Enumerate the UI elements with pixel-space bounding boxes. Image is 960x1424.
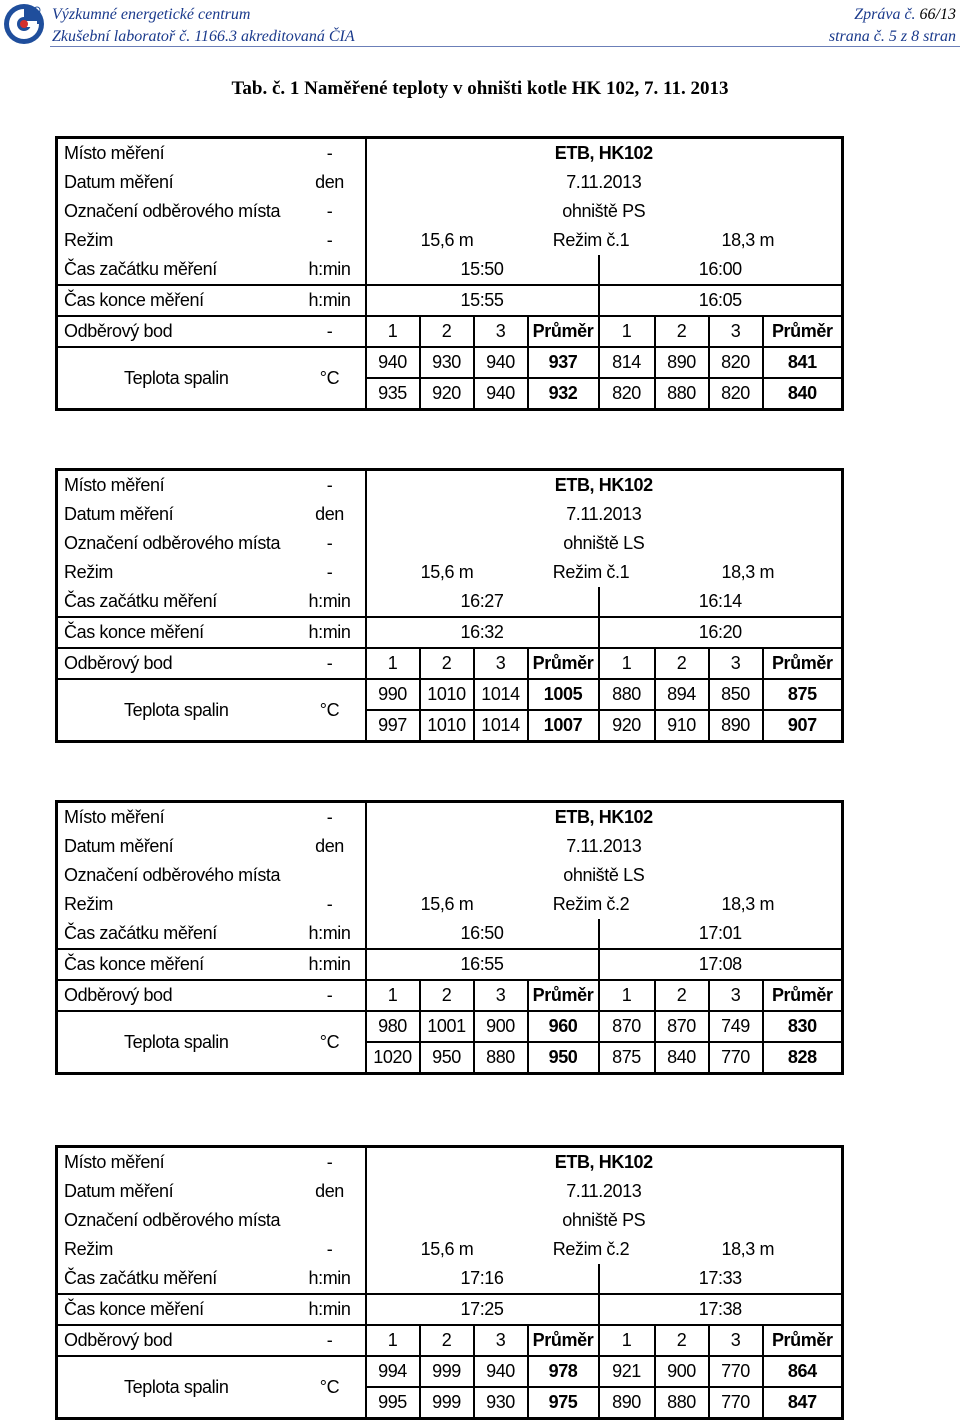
konec-a: 16:55 — [366, 949, 599, 980]
misto-unit: - — [326, 1152, 333, 1172]
datum-label: Datum měření — [64, 504, 174, 524]
temperature-cell: 770 — [709, 1042, 763, 1074]
row-teplota-1 — [57, 1011, 843, 1042]
rezim-name: Režim č.2 — [552, 1239, 630, 1259]
temperature-cell: 1014 — [474, 679, 528, 710]
bod-col: 1 — [599, 316, 655, 347]
oznaceni-label: Označení odběrového místa — [64, 201, 281, 221]
zacatek-label: Čas začátku měření — [64, 923, 217, 943]
misto-label: Místo měření — [64, 807, 165, 827]
row-bod — [57, 316, 843, 347]
rezim-name: Režim č.1 — [552, 562, 630, 582]
bod-col: Průměr — [528, 316, 599, 347]
bod-col: Průměr — [763, 316, 843, 347]
datum-value: 7.11.2013 — [366, 1177, 843, 1206]
temperature-cell: 840 — [763, 378, 843, 410]
bod-col: 2 — [655, 648, 709, 679]
bod-unit: - — [295, 648, 366, 679]
misto-unit: - — [326, 143, 333, 163]
row-teplota-1 — [57, 679, 843, 710]
temperature-cell: 930 — [420, 347, 474, 378]
rezim-label: Režim — [64, 894, 114, 914]
row-zacatek — [57, 919, 843, 949]
teplota-unit: °C — [295, 347, 366, 410]
konec-a: 17:25 — [366, 1294, 599, 1325]
rezim-unit: - — [326, 1239, 333, 1259]
bod-unit: - — [295, 1325, 366, 1356]
konec-b: 17:38 — [599, 1294, 843, 1325]
measurement-block — [55, 1145, 841, 1420]
datum-unit: den — [315, 836, 344, 856]
page-header — [0, 0, 960, 50]
row-datum — [57, 168, 843, 197]
temperature-cell: 875 — [599, 1042, 655, 1074]
row-zacatek — [57, 255, 843, 285]
temperature-cell: 770 — [709, 1356, 763, 1387]
teplota-unit: °C — [295, 679, 366, 742]
vec-logo-icon — [3, 3, 45, 45]
teplota-label: Teplota spalin — [57, 1356, 295, 1419]
zacatek-b: 17:01 — [599, 919, 843, 949]
row-konec — [57, 285, 843, 316]
oznaceni-value: ohniště PS — [366, 1206, 843, 1235]
temperature-cell: 907 — [763, 710, 843, 742]
temperature-cell: 940 — [366, 347, 420, 378]
bod-col: 1 — [599, 1325, 655, 1356]
oznaceni-label: Označení odběrového místa — [64, 865, 281, 885]
bod-col: 1 — [366, 1325, 420, 1356]
temperature-cell: 990 — [366, 679, 420, 710]
bod-col: 3 — [709, 1325, 763, 1356]
bod-col: 2 — [420, 316, 474, 347]
oznaceni-label: Označení odběrového místa — [64, 533, 281, 553]
row-konec — [57, 617, 843, 648]
temperature-cell: 830 — [763, 1011, 843, 1042]
zacatek-label: Čas začátku měření — [64, 1268, 217, 1288]
zacatek-label: Čas začátku měření — [64, 259, 217, 279]
bod-col: Průměr — [528, 980, 599, 1011]
temperature-cell: 1014 — [474, 710, 528, 742]
bod-col: 2 — [420, 1325, 474, 1356]
oznaceni-unit: - — [326, 533, 333, 553]
temperature-cell: 864 — [763, 1356, 843, 1387]
row-rezim — [57, 890, 843, 919]
rezim-depth-b: 18,3 m — [721, 1239, 775, 1259]
temperature-cell: 900 — [655, 1356, 709, 1387]
row-bod — [57, 980, 843, 1011]
rezim-label: Režim — [64, 1239, 114, 1259]
zacatek-b: 17:33 — [599, 1264, 843, 1294]
datum-unit: den — [315, 1181, 344, 1201]
bod-col: 3 — [709, 648, 763, 679]
temperature-cell: 820 — [709, 378, 763, 410]
measurement-table — [55, 136, 844, 411]
teplota-label: Teplota spalin — [57, 1011, 295, 1074]
zacatek-label: Čas začátku měření — [64, 591, 217, 611]
konec-label: Čas konce měření — [57, 1294, 295, 1325]
misto-value: ETB, HK102 — [366, 138, 843, 169]
oznaceni-unit: - — [326, 201, 333, 221]
temperature-cell: 940 — [474, 1356, 528, 1387]
misto-value: ETB, HK102 — [366, 802, 843, 833]
rezim-name: Režim č.1 — [552, 230, 630, 250]
row-bod — [57, 1325, 843, 1356]
konec-b: 16:05 — [599, 285, 843, 316]
teplota-label: Teplota spalin — [57, 347, 295, 410]
row-rezim — [57, 558, 843, 587]
konec-unit: h:min — [295, 1294, 366, 1325]
lab-accreditation: Zkušební laboratoř č. 1166.3 akreditovaná ČIA — [52, 28, 355, 45]
rezim-depth-a: 15,6 m — [366, 1235, 528, 1264]
row-konec — [57, 949, 843, 980]
temperature-cell: 1010 — [420, 679, 474, 710]
datum-label: Datum měření — [64, 1181, 174, 1201]
bod-col: 2 — [420, 980, 474, 1011]
temperature-cell: 921 — [599, 1356, 655, 1387]
row-konec — [57, 1294, 843, 1325]
konec-unit: h:min — [295, 949, 366, 980]
bod-col: 3 — [474, 648, 528, 679]
row-teplota-1 — [57, 347, 843, 378]
temperature-cell: 1005 — [528, 679, 599, 710]
oznaceni-unit — [295, 1206, 366, 1235]
temperature-cell: 814 — [599, 347, 655, 378]
oznaceni-label: Označení odběrového místa — [64, 1210, 281, 1230]
temperature-cell: 978 — [528, 1356, 599, 1387]
temperature-cell: 932 — [528, 378, 599, 410]
bod-col: Průměr — [763, 980, 843, 1011]
temperature-cell: 840 — [655, 1042, 709, 1074]
bod-col: Průměr — [763, 1325, 843, 1356]
temperature-cell: 890 — [599, 1387, 655, 1419]
bod-col: 2 — [655, 1325, 709, 1356]
bod-unit: - — [295, 980, 366, 1011]
bod-col: 3 — [709, 316, 763, 347]
temperature-cell: 1020 — [366, 1042, 420, 1074]
row-oznaceni — [57, 1206, 843, 1235]
row-oznaceni — [57, 197, 843, 226]
bod-unit: - — [295, 316, 366, 347]
row-zacatek — [57, 1264, 843, 1294]
bod-col: 1 — [599, 980, 655, 1011]
temperature-cell: 1007 — [528, 710, 599, 742]
konec-label: Čas konce měření — [57, 617, 295, 648]
temperature-cell: 890 — [655, 347, 709, 378]
temperature-cell: 880 — [474, 1042, 528, 1074]
rezim-depth-b: 18,3 m — [721, 230, 775, 250]
temperature-cell: 847 — [763, 1387, 843, 1419]
temperature-cell: 940 — [474, 378, 528, 410]
table-title: Tab. č. 1 Naměřené teploty v ohništi kotle HK 102, 7. 11. 2013 — [231, 78, 729, 99]
temperature-cell: 875 — [763, 679, 843, 710]
konec-a: 16:32 — [366, 617, 599, 648]
teplota-unit: °C — [295, 1011, 366, 1074]
temperature-cell: 820 — [599, 378, 655, 410]
measurement-table — [55, 468, 844, 743]
row-misto — [57, 470, 843, 501]
rezim-unit: - — [326, 562, 333, 582]
bod-col: Průměr — [528, 648, 599, 679]
temperature-cell: 940 — [474, 347, 528, 378]
rezim-depth-a: 15,6 m — [366, 890, 528, 919]
datum-unit: den — [315, 504, 344, 524]
temperature-cell: 975 — [528, 1387, 599, 1419]
rezim-depth-a: 15,6 m — [366, 558, 528, 587]
temperature-cell: 841 — [763, 347, 843, 378]
header-rule — [50, 46, 960, 47]
temperature-cell: 960 — [528, 1011, 599, 1042]
misto-unit: - — [326, 807, 333, 827]
report-number-line — [854, 5, 956, 24]
oznaceni-value: ohniště LS — [366, 861, 843, 890]
measurement-block — [55, 468, 841, 743]
zacatek-unit: h:min — [308, 923, 351, 943]
zacatek-unit: h:min — [308, 1268, 351, 1288]
temperature-cell: 894 — [655, 679, 709, 710]
misto-label: Místo měření — [64, 143, 165, 163]
misto-value: ETB, HK102 — [366, 1147, 843, 1178]
row-rezim — [57, 1235, 843, 1264]
teplota-unit: °C — [295, 1356, 366, 1419]
bod-col: 1 — [366, 316, 420, 347]
konec-label: Čas konce měření — [57, 285, 295, 316]
zacatek-a: 15:50 — [366, 255, 599, 285]
temperature-cell: 930 — [474, 1387, 528, 1419]
zacatek-b: 16:00 — [599, 255, 843, 285]
oznaceni-unit — [295, 861, 366, 890]
temperature-cell: 999 — [420, 1356, 474, 1387]
measurement-block — [55, 800, 841, 1075]
datum-value: 7.11.2013 — [366, 500, 843, 529]
page-number: strana č. 5 z 8 stran — [828, 28, 956, 45]
row-oznaceni — [57, 529, 843, 558]
temperature-cell: 950 — [528, 1042, 599, 1074]
temperature-cell: 749 — [709, 1011, 763, 1042]
temperature-cell: 995 — [366, 1387, 420, 1419]
row-zacatek — [57, 587, 843, 617]
konec-unit: h:min — [295, 285, 366, 316]
rezim-label: Režim — [64, 562, 114, 582]
temperature-cell: 880 — [655, 1387, 709, 1419]
temperature-cell: 994 — [366, 1356, 420, 1387]
bod-col: Průměr — [763, 648, 843, 679]
temperature-cell: 910 — [655, 710, 709, 742]
temperature-cell: 870 — [599, 1011, 655, 1042]
oznaceni-value: ohniště PS — [366, 197, 843, 226]
measurement-table — [55, 1145, 844, 1420]
rezim-unit: - — [326, 894, 333, 914]
bod-label: Odběrový bod — [57, 980, 295, 1011]
row-misto — [57, 802, 843, 833]
konec-b: 16:20 — [599, 617, 843, 648]
misto-label: Místo měření — [64, 1152, 165, 1172]
datum-label: Datum měření — [64, 172, 174, 192]
row-misto — [57, 138, 843, 169]
org-name: Výzkumné energetické centrum — [52, 6, 251, 23]
temperature-cell: 870 — [655, 1011, 709, 1042]
report-number: 66/13 — [919, 6, 956, 23]
zacatek-a: 16:27 — [366, 587, 599, 617]
row-oznaceni — [57, 861, 843, 890]
row-teplota-1 — [57, 1356, 843, 1387]
konec-a: 15:55 — [366, 285, 599, 316]
zacatek-a: 16:50 — [366, 919, 599, 949]
temperature-cell: 828 — [763, 1042, 843, 1074]
report-label: Zpráva č. — [854, 6, 916, 23]
temperature-cell: 999 — [420, 1387, 474, 1419]
temperature-cell: 950 — [420, 1042, 474, 1074]
bod-col: 2 — [655, 980, 709, 1011]
temperature-cell: 890 — [709, 710, 763, 742]
bod-col: Průměr — [528, 1325, 599, 1356]
temperature-cell: 900 — [474, 1011, 528, 1042]
rezim-name: Režim č.2 — [552, 894, 630, 914]
datum-label: Datum měření — [64, 836, 174, 856]
bod-col: 3 — [709, 980, 763, 1011]
temperature-cell: 820 — [709, 347, 763, 378]
temperature-cell: 920 — [599, 710, 655, 742]
row-datum — [57, 500, 843, 529]
row-bod — [57, 648, 843, 679]
measurement-table — [55, 800, 844, 1075]
konec-label: Čas konce měření — [57, 949, 295, 980]
bod-col: 3 — [474, 1325, 528, 1356]
rezim-label: Režim — [64, 230, 114, 250]
row-datum — [57, 1177, 843, 1206]
bod-col: 2 — [655, 316, 709, 347]
rezim-depth-b: 18,3 m — [721, 562, 775, 582]
rezim-unit: - — [326, 230, 333, 250]
bod-label: Odběrový bod — [57, 1325, 295, 1356]
datum-unit: den — [315, 172, 344, 192]
rezim-depth-b: 18,3 m — [721, 894, 775, 914]
temperature-cell: 1010 — [420, 710, 474, 742]
konec-b: 17:08 — [599, 949, 843, 980]
row-datum — [57, 832, 843, 861]
rezim-depth-a: 15,6 m — [366, 226, 528, 255]
zacatek-a: 17:16 — [366, 1264, 599, 1294]
temperature-cell: 880 — [599, 679, 655, 710]
temperature-cell: 770 — [709, 1387, 763, 1419]
measurement-block — [55, 136, 841, 411]
bod-col: 1 — [366, 648, 420, 679]
bod-col: 1 — [366, 980, 420, 1011]
zacatek-b: 16:14 — [599, 587, 843, 617]
row-misto — [57, 1147, 843, 1178]
bod-col: 3 — [474, 316, 528, 347]
zacatek-unit: h:min — [308, 259, 351, 279]
teplota-label: Teplota spalin — [57, 679, 295, 742]
row-rezim — [57, 226, 843, 255]
misto-unit: - — [326, 475, 333, 495]
bod-col: 2 — [420, 648, 474, 679]
bod-label: Odběrový bod — [57, 316, 295, 347]
temperature-cell: 1001 — [420, 1011, 474, 1042]
datum-value: 7.11.2013 — [366, 832, 843, 861]
bod-col: 1 — [599, 648, 655, 679]
misto-label: Místo měření — [64, 475, 165, 495]
temperature-cell: 920 — [420, 378, 474, 410]
misto-value: ETB, HK102 — [366, 470, 843, 501]
konec-unit: h:min — [295, 617, 366, 648]
bod-col: 3 — [474, 980, 528, 1011]
datum-value: 7.11.2013 — [366, 168, 843, 197]
temperature-cell: 935 — [366, 378, 420, 410]
temperature-cell: 850 — [709, 679, 763, 710]
temperature-cell: 997 — [366, 710, 420, 742]
temperature-cell: 937 — [528, 347, 599, 378]
bod-label: Odběrový bod — [57, 648, 295, 679]
temperature-cell: 880 — [655, 378, 709, 410]
zacatek-unit: h:min — [308, 591, 351, 611]
temperature-cell: 980 — [366, 1011, 420, 1042]
oznaceni-value: ohniště LS — [366, 529, 843, 558]
